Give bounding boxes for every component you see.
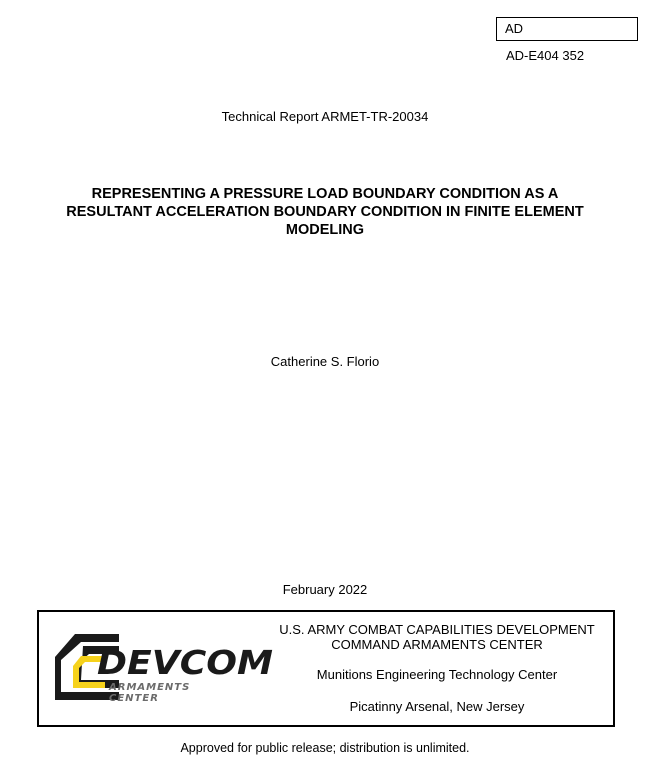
report-title — [40, 185, 610, 239]
organization-location: Picatinny Arsenal, New Jersey — [349, 699, 525, 714]
organization-text — [279, 622, 595, 714]
logo-wordmark: DEVCOM — [97, 643, 274, 682]
ad-number: AD-E404 352 — [506, 48, 585, 63]
title-line: MODELING — [285, 222, 365, 238]
report-date: February 2022 — [282, 582, 368, 597]
ad-box: AD — [496, 17, 638, 41]
title-line: RESULTANT ACCELERATION BOUNDARY CONDITION IN FINITE ELEMENT — [66, 204, 584, 220]
release-statement: Approved for public release; distribution is unlimited. — [180, 741, 470, 755]
organization-name: U.S. ARMY COMBAT CAPABILITIES DEVELOPMENT COMMAND ARMAMENTS CENTER — [279, 622, 595, 652]
organization-block — [37, 610, 615, 727]
report-number: Technical Report ARMET-TR-20034 — [221, 109, 429, 124]
author: Catherine S. Florio — [270, 354, 380, 369]
logo-subtitle-1: ARMAMENTS — [109, 682, 191, 693]
logo-subtitle-2: CENTER — [109, 693, 159, 704]
title-line: REPRESENTING A PRESSURE LOAD BOUNDARY CONDITION AS A — [91, 186, 559, 202]
organization-center: Munitions Engineering Technology Center — [316, 667, 558, 682]
devcom-logo — [45, 630, 277, 706]
